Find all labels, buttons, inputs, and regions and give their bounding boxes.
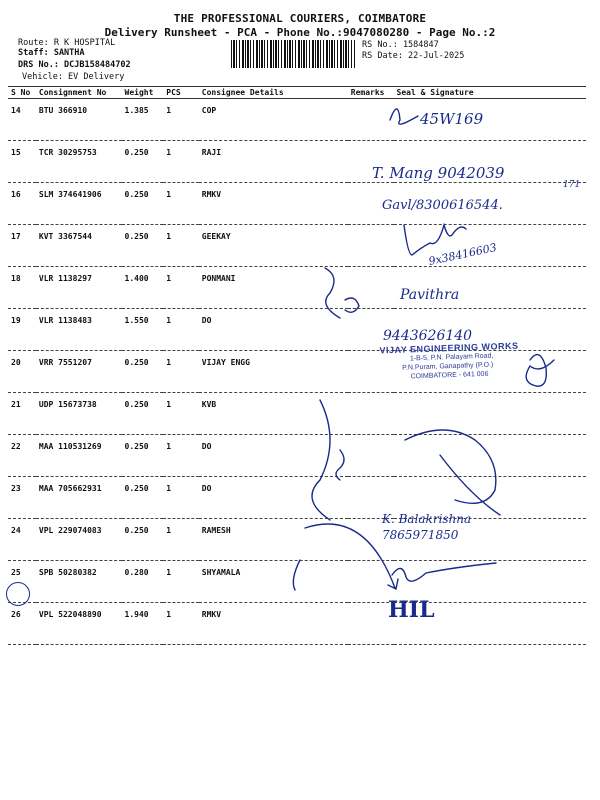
col-consignee: Consignee Details (199, 87, 348, 99)
cell-remarks (348, 561, 394, 603)
cell-sno: 16 (8, 183, 36, 225)
table-row (8, 393, 586, 435)
cell-weight: 0.250 (122, 519, 164, 561)
cell-pcs: 1 (163, 351, 199, 393)
cell-consignee: VIJAY ENGG (199, 351, 348, 393)
table-row (8, 519, 586, 561)
handwriting-row14: 45W169 (420, 110, 484, 128)
cell-pcs: 1 (163, 393, 199, 435)
cell-weight: 0.250 (122, 351, 164, 393)
cell-weight: 0.250 (122, 477, 164, 519)
cell-pcs: 1 (163, 99, 199, 141)
cell-consignee: RMKV (199, 183, 348, 225)
cell-consignment: MAA 110531269 (36, 435, 122, 477)
handwriting-row19: 9443626140 (383, 328, 473, 344)
cell-signature (394, 393, 586, 435)
drs-number: DRS No.: DCJB158484702 (18, 60, 131, 70)
cell-weight: 0.250 (122, 183, 164, 225)
cell-pcs: 1 (163, 225, 199, 267)
cell-pcs: 1 (163, 477, 199, 519)
cell-weight: 1.385 (122, 99, 164, 141)
cell-consignee: RAMESH (199, 519, 348, 561)
cell-consignment: TCR 30295753 (36, 141, 122, 183)
cell-sno: 26 (8, 603, 36, 645)
cell-consignment: VLR 1138483 (36, 309, 122, 351)
cell-consignment: BTU 366910 (36, 99, 122, 141)
cell-sno: 24 (8, 519, 36, 561)
table-row (8, 477, 586, 519)
handwriting-row16: Gavl/8300616544. (382, 198, 503, 213)
runsheet-subtitle: Delivery Runsheet - PCA - Phone No.:9047080280 - Page No.:2 (104, 26, 496, 39)
cell-sno: 15 (8, 141, 36, 183)
rs-date: RS Date: 22-Jul-2025 (362, 51, 465, 61)
cell-sno: 17 (8, 225, 36, 267)
cell-consignment: VPL 229074083 (36, 519, 122, 561)
stamp-line2: P.N.Puram, Ganapathy (P.O.) (402, 361, 494, 372)
cell-consignment: SLM 374641906 (36, 183, 122, 225)
cell-sno: 20 (8, 351, 36, 393)
handwriting-row26: HIL (388, 597, 435, 623)
cell-weight: 0.250 (122, 225, 164, 267)
table-row (8, 225, 586, 267)
table-row (8, 267, 586, 309)
cell-consignment: UDP 15673738 (36, 393, 122, 435)
cell-remarks (348, 393, 394, 435)
col-consignment: Consignment No (36, 87, 122, 99)
circle-mark-26 (6, 582, 30, 606)
cell-sno: 19 (8, 309, 36, 351)
cell-signature (394, 435, 586, 477)
table-header-row (8, 87, 586, 99)
cell-remarks (348, 99, 394, 141)
cell-sno: 25 (8, 561, 36, 603)
cell-sno: 21 (8, 393, 36, 435)
table-row (8, 99, 586, 141)
stamp-line1: 1-B-5, P.N. Palayam Road, (409, 352, 494, 363)
col-weight: Weight (122, 87, 164, 99)
handwriting-row24-phone: 7865971850 (382, 528, 459, 542)
cell-remarks (348, 435, 394, 477)
cell-pcs: 1 (163, 603, 199, 645)
cell-consignee: RAJI (199, 141, 348, 183)
cell-weight: 1.550 (122, 309, 164, 351)
cell-pcs: 1 (163, 435, 199, 477)
col-remarks: Remarks (348, 87, 394, 99)
cell-pcs: 1 (163, 309, 199, 351)
table-row (8, 435, 586, 477)
cell-pcs: 1 (163, 561, 199, 603)
cell-consignee: DO (199, 435, 348, 477)
company-stamp (379, 340, 580, 383)
cell-consignment: KVT 3367544 (36, 225, 122, 267)
cell-pcs: 1 (163, 141, 199, 183)
cell-consignee: SHYAMALA (199, 561, 348, 603)
table-row (8, 603, 586, 645)
col-sno: S No (8, 87, 36, 99)
col-pcs: PCS (163, 87, 199, 99)
cell-consignment: VLR 1138297 (36, 267, 122, 309)
handwriting-row24-name: K. Balakrishna (382, 512, 472, 526)
cell-consignee: DO (199, 309, 348, 351)
cell-pcs: 1 (163, 519, 199, 561)
cell-remarks (348, 225, 394, 267)
staff-text: Staff: SANTHA (18, 48, 85, 58)
table-row (8, 561, 586, 603)
cell-weight: 0.250 (122, 393, 164, 435)
cell-consignee: GEEKAY (199, 225, 348, 267)
cell-consignee: COP (199, 99, 348, 141)
handwriting-row17: 9x38416603 (427, 240, 498, 269)
stamp-title: VIJAY ENGINEERING WORKS (379, 340, 519, 356)
rs-number: RS No.: 1584847 (362, 40, 439, 50)
cell-pcs: 1 (163, 183, 199, 225)
col-signature: Seal & Signature (394, 87, 586, 99)
stamp-line3: COIMBATORE - 641 006 (410, 370, 489, 381)
cell-weight: 0.280 (122, 561, 164, 603)
cell-weight: 0.250 (122, 141, 164, 183)
cell-consignee: DO (199, 477, 348, 519)
cell-consignee: PONMANI (199, 267, 348, 309)
cell-weight: 1.400 (122, 267, 164, 309)
cell-sno: 14 (8, 99, 36, 141)
route-text: Route: R K HOSPITAL (18, 38, 116, 48)
cell-sno: 23 (8, 477, 36, 519)
cell-consignee: RMKV (199, 603, 348, 645)
handwriting-row15: T. Mang 9042039 (372, 164, 505, 182)
cell-sno: 22 (8, 435, 36, 477)
cell-weight: 1.940 (122, 603, 164, 645)
barcode (231, 40, 355, 68)
handwriting-row18: Pavithra (400, 287, 460, 303)
cell-consignee: KVB (199, 393, 348, 435)
cell-pcs: 1 (163, 267, 199, 309)
handwriting-row15-extra: 171 (563, 180, 581, 190)
cell-consignment: SPB 50280382 (36, 561, 122, 603)
cell-sno: 18 (8, 267, 36, 309)
vehicle-text: Vehicle: EV Delivery (22, 72, 125, 82)
cell-weight: 0.250 (122, 435, 164, 477)
cell-consignment: MAA 705662931 (36, 477, 122, 519)
cell-remarks (348, 603, 394, 645)
cell-remarks (348, 267, 394, 309)
company-title: THE PROFESSIONAL COURIERS, COIMBATORE (173, 12, 427, 25)
cell-consignment: VRR 7551207 (36, 351, 122, 393)
cell-consignment: VPL 522048890 (36, 603, 122, 645)
